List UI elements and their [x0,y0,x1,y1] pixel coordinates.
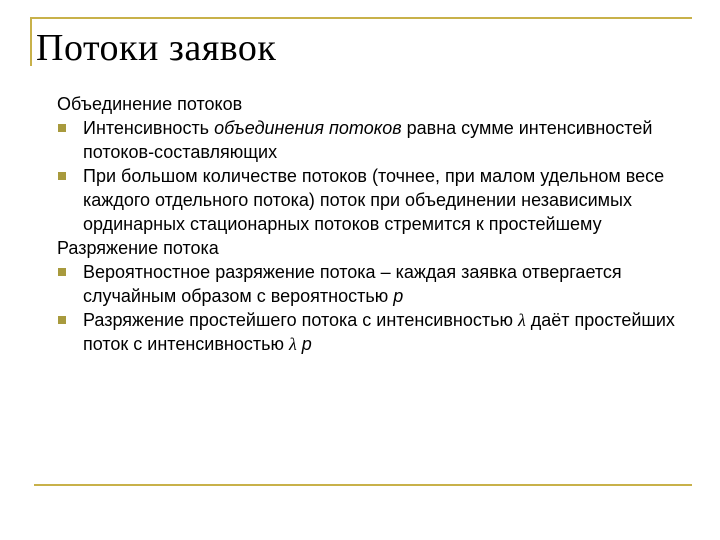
lambda-symbol: λ [288,334,297,354]
square-bullet-icon [58,124,66,132]
probability-variable: p [393,286,404,306]
bullet-item [57,308,697,356]
frame-top-rule [30,17,692,19]
square-bullet-icon [58,172,66,180]
square-bullet-icon [58,316,66,324]
square-bullet-icon [58,268,66,276]
bullet-text: При большом количестве потоков (точнее, при малом удельном весе каждого отдельного потока) поток при объединении независимых ординарных стационарных потоков стремится к простейшему [83,166,665,234]
bullet-item [57,164,697,236]
lambda-symbol: λ [517,310,526,330]
frame-bottom-rule [34,484,692,486]
bullet-text: Вероятностное разряжение потока – каждая заявка отвергается случайным образом с вероятностью [83,262,622,306]
frame-left-rule [30,17,32,66]
bullet-text-emphasis: объединения потоков [214,118,402,138]
slide-title: Потоки заявок [36,27,277,69]
bullet-item [57,260,697,308]
slide-content [57,92,697,356]
section-heading-thinning: Разряжение потока [57,238,219,258]
bullet-text-before: Разряжение простейшего потока с интенсивностью [83,310,518,330]
bullet-text-after: равна сумме интенсивностей потоков-составляющих [83,118,653,162]
bullet-text-middle: даёт простейших поток с интенсивностью [83,310,675,354]
section-heading-merge: Объединение потоков [57,94,243,114]
bullet-text-before: Интенсивность [83,118,215,138]
probability-variable: p [301,334,312,354]
bullet-item [57,116,697,164]
